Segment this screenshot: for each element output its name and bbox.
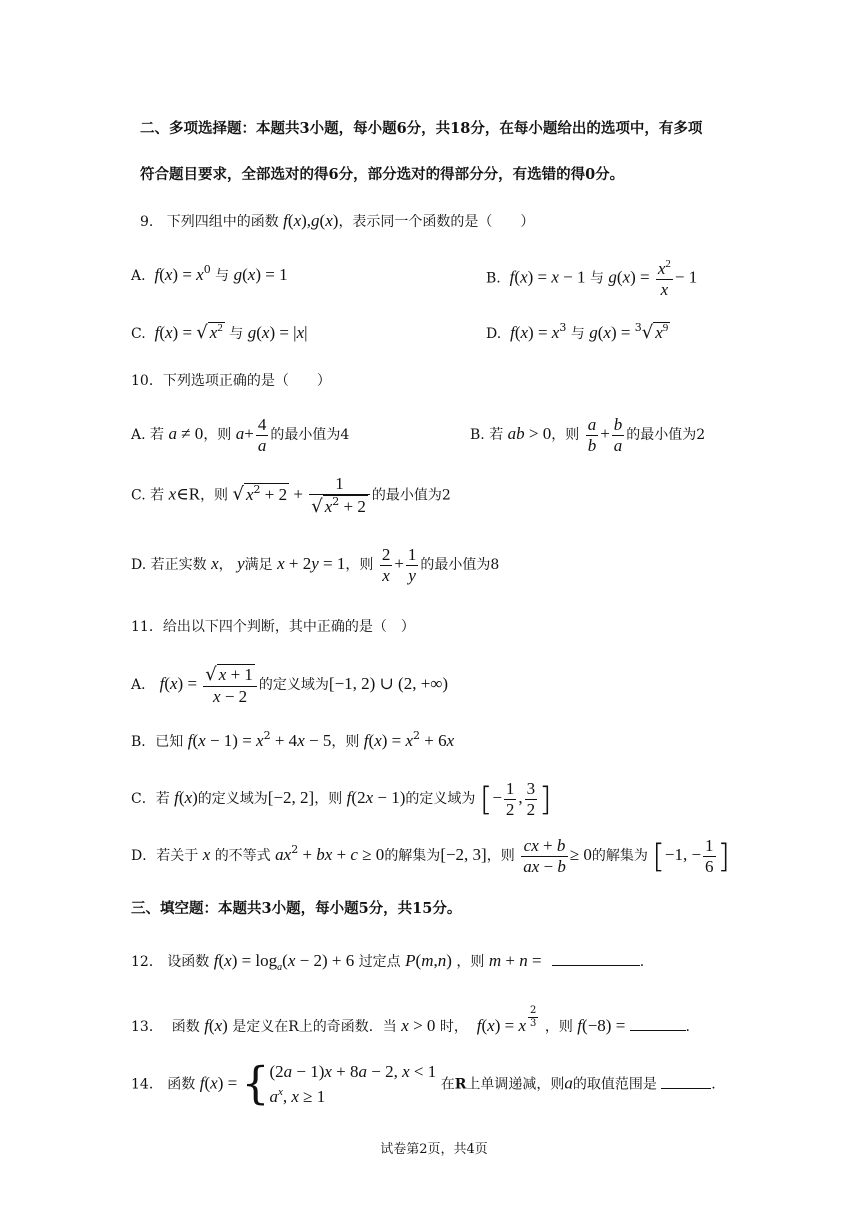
section2-line1: 二、多项选择题：本题共3小题，每小题6分，共18分，在每小题给出的选项中，有多项 [140, 120, 703, 137]
q11-option-c: C．若 f(x)的定义域为[−2, 2]，则 f(2x − 1)的定义域为 [− $\frac{1}{2}$ , $\frac{3}{2}$ ] [131, 779, 552, 819]
q14-answer-blank[interactable] [661, 1074, 711, 1089]
q11-stem: 11．给出以下四个判断，其中正确的是（ ） [131, 619, 415, 635]
q14: 14． 函数 f(x) = { (2a − 1)x + 8a − 2, x < 1 $a^x$, x ≥ 1 在R上单调递减，则a的取值范围是 . [131, 1058, 716, 1110]
q11-option-d: D．若关于 x 的不等式 $ax^2$ + bx + c ≥ 0的解集为[−2, 3]，则 $\frac{cx + b}{ax - b}$ ≥ 0的解集为 [−1, − $\frac{1}{6}$ ] [131, 836, 731, 876]
section3-title: 三、填空题：本题共3小题，每小题5分，共15分。 [131, 900, 462, 917]
q10-option-b: B. 若 ab > 0，则 $\frac{a}{b}$ + $\frac{b}{a}$ 的最小值为2 [470, 415, 706, 455]
q13-answer-blank[interactable] [630, 1016, 686, 1031]
q10-stem: 10．下列选项正确的是（ ） [131, 373, 331, 389]
q9-option-b: B. f(x) = x − 1 与 g(x) = $\frac{x^2}{x}$ − 1 [486, 258, 698, 299]
q12: 12． 设函数 $f(x) = \log_a(x - 2) + 6$ 过定点 P(m,n) ，则 m + n = . [131, 951, 645, 973]
q9-option-d: D. $f(x) = x^3$ 与 g(x) = $^3$√ $x^9$ [486, 321, 669, 343]
q10-option-d: D. 若正实数 x， y满足 x + 2y = 1，则 $\frac{2}{x}$ + $\frac{1}{y}$ 的最小值为8 [131, 545, 500, 585]
section2-line2: 符合题目要求，全部选对的得6分，部分选对的得部分分，有选错的得0分。 [140, 166, 625, 183]
q9-option-c: C. f(x) = √ $x^2$ 与 g(x) = |x| [131, 322, 308, 343]
q10-option-a: A. 若 a ≠ 0，则 a+ $\frac{4}{a}$ 的最小值为4 [131, 415, 350, 455]
q10-option-c: C. 若 x∈R，则 √ $x^2 + 2$ + $\frac{1}{√ x^2 + 2}$ 的最小值为2 [131, 474, 451, 517]
q11-option-b: B．已知 $f(x - 1) = x^2 + 4x - 5$，则 $f(x) = x^2 + 6x$ [131, 729, 455, 750]
q12-answer-blank[interactable] [552, 951, 640, 966]
q9-stem: 9. 下列四组中的函数 f(x),g(x)，表示同一个函数的是（ ） [140, 211, 535, 230]
page-footer: 试卷第2页，共4页 [380, 1142, 488, 1157]
q13: 13． 函数 f(x) 是定义在R上的奇函数．当 x > 0 时， f(x) = x $\frac{2}{3}$ ，则 f(−8) = . [131, 1005, 690, 1035]
q11-option-a: A． f(x) = $\frac{√ x + 1}{x - 2}$ 的定义域为[−1, 2) ∪ (2, +∞) [131, 664, 449, 706]
q9-option-a: A. $f(x) = x^0$ 与 g(x) = 1 [131, 263, 288, 284]
